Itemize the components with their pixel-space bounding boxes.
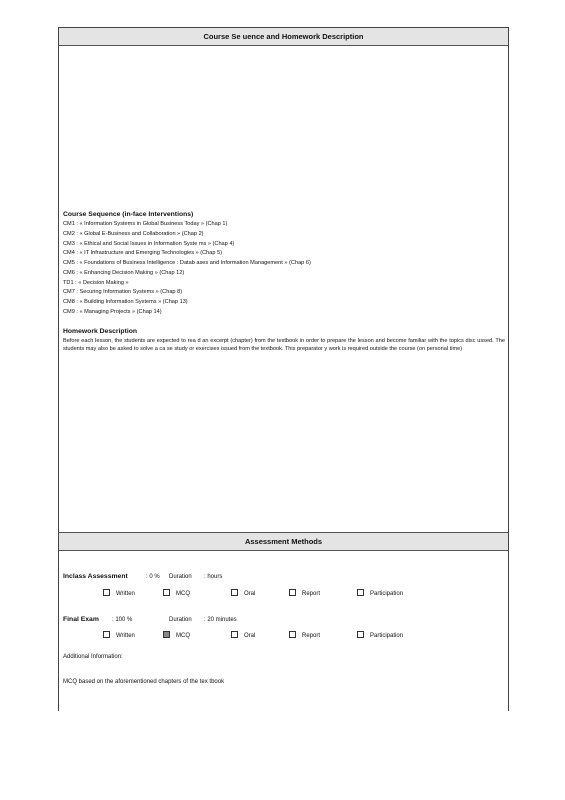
homework-text: Before each lesson, the students are expected to rea d an excerpt (chapter) from the textbook in order to prepare the lesson and become familiar with the topics disc ussed. The students may also be asked to solve a ca se study or exercises issued from the textbook. This preparator y work is required outside the course (on personal time) xyxy=(63,338,505,353)
checkbox-icon xyxy=(163,589,170,596)
sequence-item: CM4 : « IT Infrastructure and Emerging Technologies » (Chap 5) xyxy=(63,250,222,256)
inclass-percent: : 0 % xyxy=(146,574,160,580)
inclass-option-mcq[interactable]: MCQ xyxy=(163,589,190,597)
inclass-option-written[interactable]: Written xyxy=(103,589,135,597)
inclass-label: Inclass Assessment xyxy=(63,573,128,580)
checkbox-icon xyxy=(231,631,238,638)
section-header-course-sequence: Course Se uence and Homework Description xyxy=(59,28,508,46)
inclass-duration-value: : hours xyxy=(204,574,223,580)
inclass-duration-label: Duration xyxy=(169,574,192,580)
final-option-mcq[interactable]: MCQ xyxy=(163,631,190,639)
sequence-item: CM3 : « Ethical and Social Issues in Information Syste ms » (Chap 4) xyxy=(63,241,235,247)
checkbox-icon xyxy=(289,589,296,596)
checkbox-icon xyxy=(103,631,110,638)
final-exam-label: Final Exam xyxy=(63,616,99,623)
final-exam-duration-label: Duration xyxy=(169,617,192,623)
checkbox-icon xyxy=(357,631,364,638)
checkbox-icon xyxy=(289,631,296,638)
inclass-option-participation[interactable]: Participation xyxy=(357,589,403,597)
inclass-option-oral[interactable]: Oral xyxy=(231,589,255,597)
final-option-participation[interactable]: Participation xyxy=(357,631,403,639)
final-option-oral[interactable]: Oral xyxy=(231,631,255,639)
checkbox-icon xyxy=(103,589,110,596)
checkbox-icon xyxy=(357,589,364,596)
sequence-item: CM9 : « Managing Projects » (Chap 14) xyxy=(63,309,162,315)
additional-info-label: Additional Information: xyxy=(63,654,123,660)
checkbox-checked-icon xyxy=(163,631,170,638)
additional-info-text: MCQ based on the aforementioned chapters of the tex tbook xyxy=(63,679,225,685)
course-sheet xyxy=(58,27,509,711)
inclass-option-report[interactable]: Report xyxy=(289,589,320,597)
sequence-item: CM7 : Securing Information Systems » (Chap 8) xyxy=(63,289,183,295)
sequence-item: TD1 : « Decision Making » xyxy=(63,280,129,286)
final-option-report[interactable]: Report xyxy=(289,631,320,639)
section-header-assessment: Assessment Methods xyxy=(59,532,508,551)
homework-heading: Homework Description xyxy=(63,328,138,335)
sequence-item: CM8 : « Building Information Systems » (Chap 13) xyxy=(63,299,188,305)
final-option-written[interactable]: Written xyxy=(103,631,135,639)
sequence-item: CM6 : « Enhancing Decision Making » (Chap 12) xyxy=(63,270,185,276)
final-exam-duration-value: : 20 minutes xyxy=(204,617,237,623)
sequence-item: CM2 : « Global E-Business and Collaboration » (Chap 2) xyxy=(63,231,204,237)
sequence-heading: Course Sequence (in-face Interventions) xyxy=(63,211,194,218)
sequence-item: CM1 : « Information Systems in Global Business Today » (Chap 1) xyxy=(63,221,228,227)
checkbox-icon xyxy=(231,589,238,596)
sequence-item: CM5 : « Foundations of Business Intelligence : Datab ases and Information Management » (Chap 6) xyxy=(63,260,311,266)
final-exam-percent: : 100 % xyxy=(112,617,133,623)
